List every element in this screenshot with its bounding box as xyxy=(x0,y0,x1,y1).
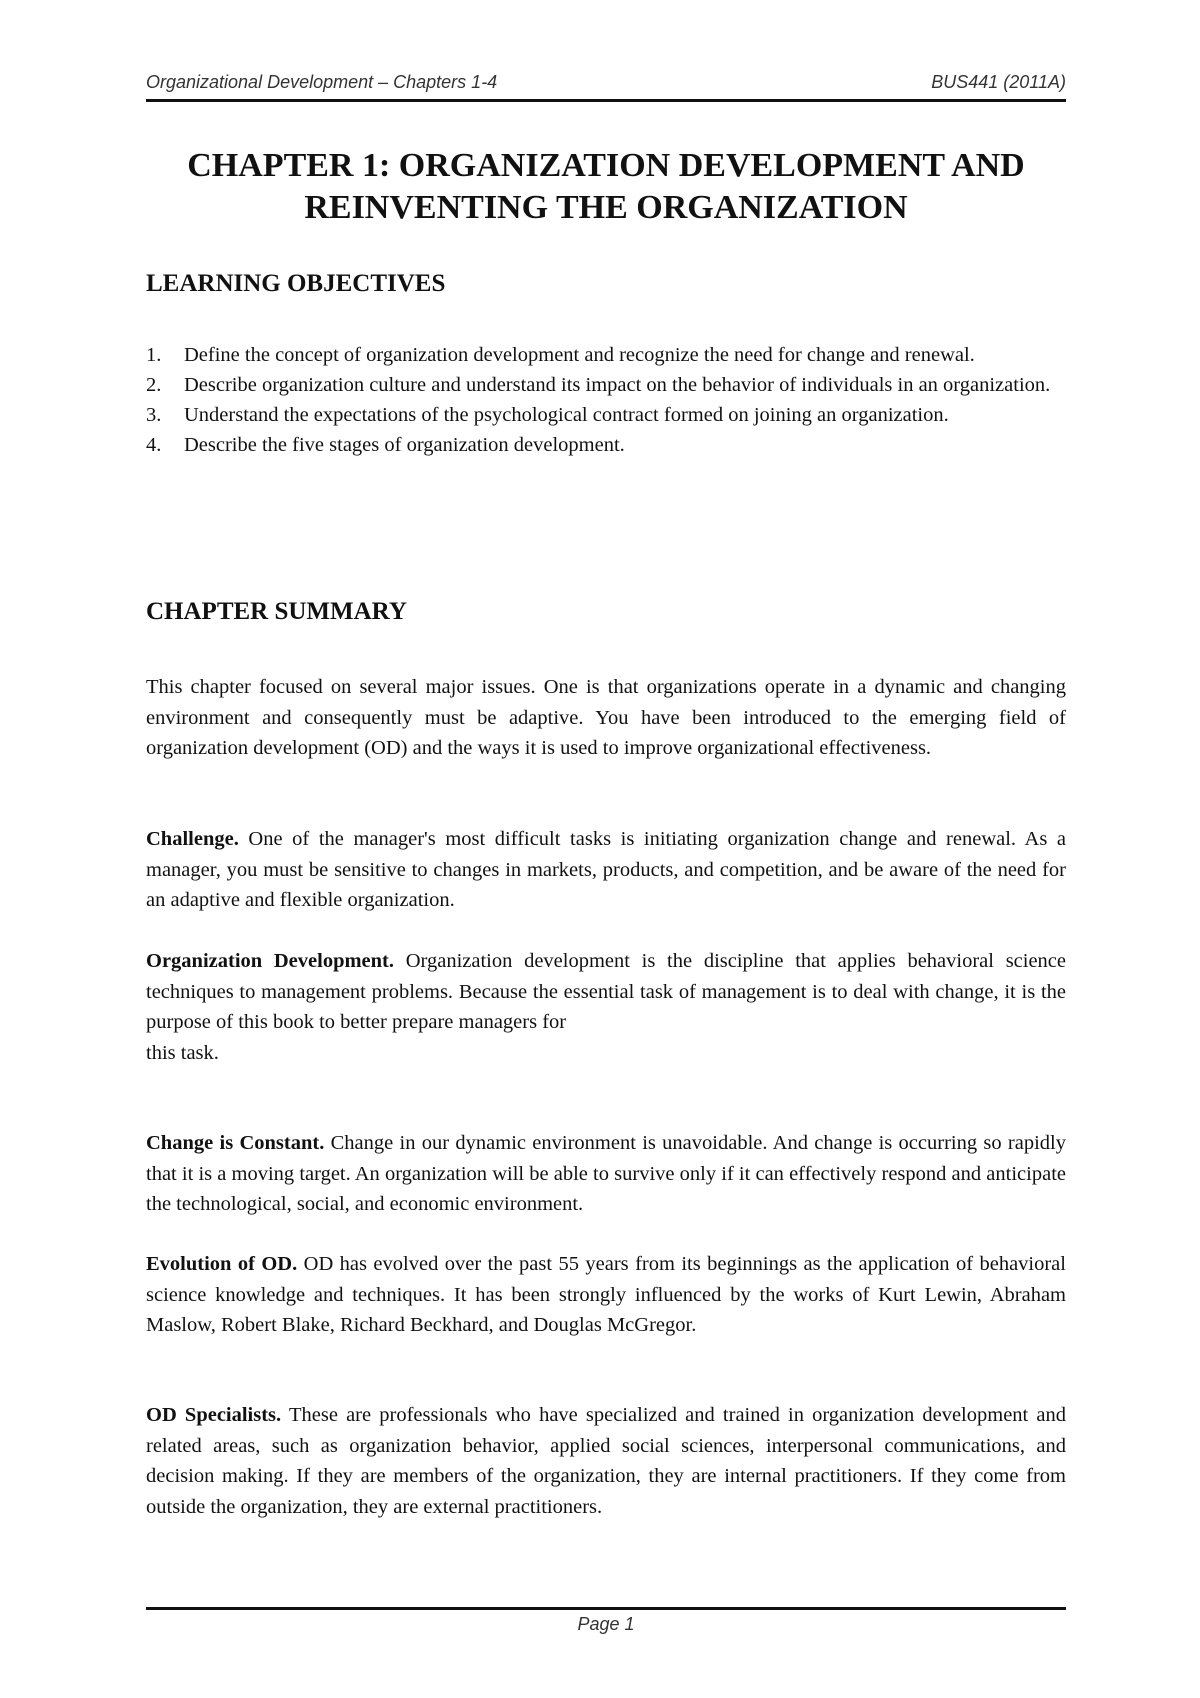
summary-paragraph-change-is-constant: Change is Constant. Change in our dynamic environment is unavoidable. And change is occurring so rapidly that it is a moving target. An organization will be able to survive only if it can effectively respond and anticipate the technological, social, and economic environment. xyxy=(146,1132,1066,1215)
summary-text: One of the manager's most difficult tasks is initiating organization change and renewal. As a manager, you must be sensitive to changes in markets, products, and competition, and be aware of the need for an adaptive and flexible organization. xyxy=(146,828,1066,911)
summary-paragraph-organization-development: Organization Development. Organization development is the discipline that applies behavioral science techniques to management problems. Because the essential task of management is to deal with change, it is the purpose of this book to better prepare managers for this task. xyxy=(146,950,1067,1064)
page-number: Page 1 xyxy=(577,1614,635,1634)
objective-text: Describe the five stages of organization development. xyxy=(184,434,625,456)
objective-number: 4. xyxy=(146,434,162,456)
summary-text-continuation: this task. xyxy=(146,1041,219,1064)
chapter-title-line-2: REINVENTING THE ORGANIZATION xyxy=(304,189,908,226)
header-course-code: BUS441 (2011A) xyxy=(931,72,1066,92)
summary-intro-paragraph: This chapter focused on several major issues. One is that organizations operate in a dynamic and changing environment and consequently must be adaptive. You have been introduced to the emerging field of organization development (OD) and the ways it is used to improve organizational effectiveness. xyxy=(146,676,1066,759)
summary-paragraph-od-specialists: OD Specialists. These are professionals who have specialized and trained in organization development and related areas, such as organization behavior, applied social sciences, interpersonal communications, and decision making. If they are members of the organization, they are internal practitioners. If they come from outside the organization, they are external practitioners. xyxy=(146,1404,1067,1518)
objective-item xyxy=(146,340,1066,370)
objective-number: 1. xyxy=(146,344,162,366)
objective-item xyxy=(146,370,1066,400)
objective-item xyxy=(146,430,1066,460)
page-header xyxy=(146,72,1066,100)
objective-text: Define the concept of organization development and recognize the need for change and renewal. xyxy=(184,344,975,366)
summary-text: OD has evolved over the past 55 years from its beginnings as the application of behavioral science knowledge and techniques. It has been strongly influenced by the works of Kurt Lewin, Abraham Maslow, Robert Blake, Richard Beckhard, and Douglas McGregor. xyxy=(146,1253,1066,1336)
summary-term: Evolution of OD xyxy=(146,1253,293,1275)
summary-text: Change in our dynamic environment is unavoidable. And change is occurring so rapidly that it is a moving target. An organization will be able to survive only if it can effectively respond and anticipate the technological, social, and economic environment. xyxy=(146,1132,1066,1215)
summary-paragraph-evolution-of-od: Evolution of OD. OD has evolved over the past 55 years from its beginnings as the application of behavioral science knowledge and techniques. It has been strongly influenced by the works of Kurt Lewin, Abraham Maslow, Robert Blake, Richard Beckhard, and Douglas McGregor. xyxy=(146,1253,1066,1336)
chapter-title xyxy=(146,145,1066,229)
header-rule xyxy=(146,99,1066,102)
objective-item xyxy=(146,400,1066,430)
summary-text: These are professionals who have specialized and trained in organization development and related areas, such as organization behavior, applied social sciences, interpersonal communications, and decision making. If they are members of the organization, they are internal practitioners. If they come from outside the organization, they are external practitioners. xyxy=(146,1404,1067,1518)
learning-objectives-list xyxy=(146,340,1066,460)
summary-paragraph-challenge: Challenge. One of the manager's most difficult tasks is initiating organization change and renewal. As a manager, you must be sensitive to changes in markets, products, and competition, and be aware of the need for an adaptive and flexible organization. xyxy=(146,828,1066,911)
document-page xyxy=(146,0,1066,1698)
summary-term: Challenge xyxy=(146,828,234,850)
objective-text: Describe organization culture and understand its impact on the behavior of individuals in an organization. xyxy=(184,374,1051,396)
summary-term: Change is Constant xyxy=(146,1132,320,1154)
objective-number: 2. xyxy=(146,374,162,396)
footer-rule xyxy=(146,1607,1066,1610)
chapter-summary-heading: CHAPTER SUMMARY xyxy=(146,598,407,625)
objective-text: Understand the expectations of the psychological contract formed on joining an organization. xyxy=(184,404,949,426)
header-course-title: Organizational Development – Chapters 1-4 xyxy=(146,72,498,92)
summary-term: Organization Development xyxy=(146,950,389,972)
learning-objectives-heading: LEARNING OBJECTIVES xyxy=(146,270,446,297)
summary-text: Organization development is the discipline that applies behavioral science techniques to management problems. Because the essential task of management is to deal with change, it is the purpose of this book to better prepare managers for xyxy=(146,950,1067,1033)
chapter-title-line-1: CHAPTER 1: ORGANIZATION DEVELOPMENT AND xyxy=(187,147,1025,184)
summary-term: OD Specialists xyxy=(146,1404,277,1426)
objective-number: 3. xyxy=(146,404,162,426)
